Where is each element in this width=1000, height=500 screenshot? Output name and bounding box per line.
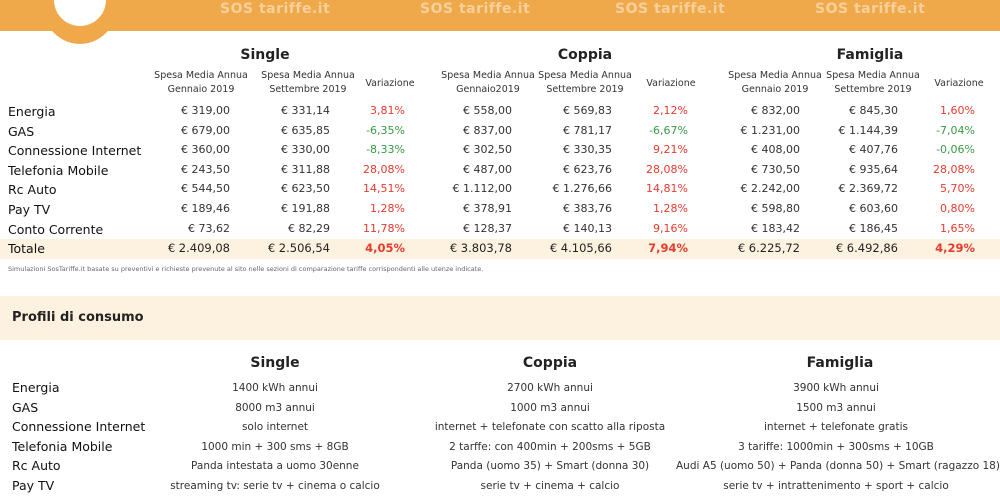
profile-cell: 1500 m3 annui <box>796 401 876 414</box>
profile-cell: 3 tariffe: 1000min + 300sms + 10GB <box>738 440 934 453</box>
profile-cell: serie tv + intrattenimento + sport + calcio <box>723 480 949 492</box>
row-label: Energia <box>8 104 56 119</box>
spend-cell: € 1.144,39 <box>838 123 898 137</box>
table-row <box>0 141 1000 161</box>
variation-cell: 4,05% <box>365 241 405 256</box>
variation-cell: 14,51% <box>363 182 405 196</box>
spend-cell: € 2.506,54 <box>267 241 330 256</box>
spend-cell: € 243,50 <box>181 162 230 176</box>
profile-row-label: Telefonia Mobile <box>12 438 113 454</box>
table-row <box>0 122 1000 142</box>
spend-cell: € 635,85 <box>281 123 330 137</box>
group-header-single: Single <box>240 47 290 63</box>
spend-header: Spesa Media Annua Settembre 2019 <box>826 70 920 95</box>
watermark-logo: SOS tariffe.it <box>220 1 331 17</box>
table-row <box>0 102 1000 122</box>
spend-cell: € 679,00 <box>181 123 230 137</box>
spend-header: Spesa Media Annua Gennaio2019 <box>441 70 535 95</box>
profile-row-label: Connessione Internet <box>12 419 146 435</box>
profile-cell: streaming tv: serie tv + cinema o calcio <box>170 480 380 492</box>
spend-cell: € 82,29 <box>288 221 330 235</box>
spend-cell: € 558,00 <box>463 104 512 117</box>
row-label: Telefonia Mobile <box>8 162 109 178</box>
profile-cell: 3900 kWh annui <box>793 382 879 394</box>
profili-section-header <box>0 296 1000 340</box>
profile-row-label: GAS <box>12 399 39 415</box>
spend-cell: € 1.276,66 <box>552 182 612 196</box>
variation-cell: 28,08% <box>933 162 975 176</box>
spend-cell: € 2.369,72 <box>838 182 898 196</box>
spend-cell: € 623,50 <box>281 182 330 196</box>
spend-cell: € 319,00 <box>181 104 230 117</box>
spend-header: Spesa Media Annua Gennaio 2019 <box>728 70 822 95</box>
spend-cell: € 407,76 <box>849 143 898 157</box>
row-label: Pay TV <box>8 202 51 217</box>
footnote: Simulazioni SosTariffe.it basate su preventivi e richieste prevenute al sito nelle sezioni di comparazione tariffe corrispondenti alle utenze indicate. <box>8 265 484 273</box>
profile-cell: 1400 kWh annui <box>232 382 318 394</box>
spend-cell: € 845,30 <box>849 104 898 117</box>
header-band <box>0 0 1000 31</box>
total-row <box>0 239 1000 259</box>
spend-cell: € 1.231,00 <box>740 123 800 137</box>
spend-cell: € 189,46 <box>181 202 230 215</box>
variation-cell: -8,33% <box>366 143 405 157</box>
spend-cell: € 6.492,86 <box>835 241 898 256</box>
spend-cell: € 383,76 <box>563 202 612 215</box>
spend-cell: € 623,76 <box>563 162 612 176</box>
profile-cell: 2 tarffe: con 400min + 200sms + 5GB <box>449 440 651 453</box>
spend-header: Spesa Media Annua Gennaio 2019 <box>154 70 248 95</box>
profili-header-coppia: Coppia <box>522 355 578 371</box>
row-label: Conto Corrente <box>8 221 104 237</box>
table-row <box>0 220 1000 240</box>
variation-cell: 1,28% <box>653 202 688 215</box>
table-row <box>0 180 1000 200</box>
group-header-famiglia: Famiglia <box>836 47 904 63</box>
spend-cell: € 603,60 <box>849 202 898 215</box>
profile-cell: 8000 m3 annui <box>235 401 315 414</box>
spend-cell: € 183,42 <box>751 221 800 235</box>
spend-header: Spesa Media Annua Settembre 2019 <box>261 70 355 95</box>
profili-header-single: Single <box>250 355 300 371</box>
spend-cell: € 3.803,78 <box>449 241 512 256</box>
spend-header: Spesa Media Annua Settembre 2019 <box>538 70 632 95</box>
variation-cell: 0,80% <box>940 202 975 215</box>
variation-cell: -7,04% <box>936 123 975 137</box>
spend-cell: € 487,00 <box>463 162 512 176</box>
profile-cell: 1000 m3 annui <box>510 401 590 414</box>
variation-cell: 1,60% <box>940 104 975 117</box>
spend-cell: € 140,13 <box>563 221 612 235</box>
spend-cell: € 569,83 <box>563 104 612 117</box>
profile-cell: Panda (uomo 35) + Smart (donna 30) <box>450 460 650 473</box>
spend-cell: € 6.225,72 <box>737 241 800 256</box>
variation-header: Variazione <box>646 78 696 89</box>
profile-cell: Audi A5 (uomo 50) + Panda (donna 50) + Smart (ragazzo 18) <box>676 460 1000 473</box>
variation-cell: -6,67% <box>649 123 688 137</box>
variation-cell: -0,06% <box>936 143 975 157</box>
watermark-logo: SOS tariffe.it <box>615 1 726 17</box>
section-title: Profili di consumo <box>12 310 144 325</box>
spend-cell: € 935,64 <box>849 162 898 176</box>
profile-row-label: Pay TV <box>12 478 55 493</box>
table-row <box>0 200 1000 220</box>
spend-cell: € 2.409,08 <box>167 241 230 256</box>
spend-cell: € 408,00 <box>751 143 800 157</box>
table-row <box>0 161 1000 181</box>
variation-cell: -6,35% <box>366 123 405 137</box>
spend-cell: € 73,62 <box>188 221 230 235</box>
spend-cell: € 186,45 <box>849 221 898 235</box>
watermark-logo: SOS tariffe.it <box>420 1 531 17</box>
spend-cell: € 4.105,66 <box>549 241 612 256</box>
spend-cell: € 311,88 <box>281 162 330 176</box>
variation-cell: 7,94% <box>648 241 688 256</box>
spend-cell: € 1.112,00 <box>452 182 512 196</box>
variation-cell: 28,08% <box>646 162 688 176</box>
variation-cell: 1,65% <box>940 221 975 235</box>
spend-cell: € 330,35 <box>563 143 612 157</box>
variation-header: Variazione <box>934 78 984 89</box>
profile-row-label: Energia <box>12 380 60 395</box>
variation-cell: 1,28% <box>370 202 405 215</box>
variation-cell: 5,70% <box>940 182 975 196</box>
profile-cell: Panda intestata a uomo 30enne <box>191 460 359 473</box>
spend-cell: € 781,17 <box>563 123 612 137</box>
profili-header-famiglia: Famiglia <box>806 355 874 371</box>
spend-cell: € 360,00 <box>181 143 230 157</box>
spend-cell: € 128,37 <box>463 221 512 235</box>
variation-cell: 3,81% <box>370 104 405 117</box>
profile-cell: serie tv + cinema + calcio <box>480 480 620 492</box>
variation-cell: 9,16% <box>653 221 688 235</box>
variation-cell: 11,78% <box>363 221 405 235</box>
variation-cell: 9,21% <box>653 143 688 157</box>
spend-cell: € 2.242,00 <box>740 182 800 196</box>
spend-cell: € 837,00 <box>463 123 512 137</box>
row-label: Totale <box>8 241 45 257</box>
spend-cell: € 330,00 <box>281 143 330 157</box>
spend-cell: € 544,50 <box>181 182 230 196</box>
spend-cell: € 331,14 <box>281 104 330 117</box>
variation-cell: 4,29% <box>935 241 975 256</box>
profile-cell: internet + telefonate gratis <box>764 421 908 434</box>
variation-cell: 28,08% <box>363 162 405 176</box>
variation-cell: 14,81% <box>646 182 688 196</box>
variation-header: Variazione <box>365 78 415 89</box>
group-header-coppia: Coppia <box>557 47 613 63</box>
row-label: GAS <box>8 123 35 139</box>
spend-cell: € 378,91 <box>463 202 512 215</box>
spend-cell: € 191,88 <box>281 202 330 215</box>
spend-cell: € 598,80 <box>751 202 800 215</box>
row-label: Rc Auto <box>8 182 57 198</box>
profile-cell: solo internet <box>241 421 309 434</box>
watermark-logo: SOS tariffe.it <box>815 1 926 17</box>
spend-cell: € 730,50 <box>751 162 800 176</box>
profile-cell: internet + telefonate con scatto alla riposta <box>434 421 666 434</box>
row-label: Connessione Internet <box>8 143 142 159</box>
spend-cell: € 302,50 <box>463 143 512 157</box>
variation-cell: 2,12% <box>653 104 688 117</box>
profile-cell: 2700 kWh annui <box>507 382 593 394</box>
profile-cell: 1000 min + 300 sms + 8GB <box>201 440 349 453</box>
profile-row-label: Rc Auto <box>12 458 61 474</box>
spend-cell: € 832,00 <box>751 104 800 117</box>
